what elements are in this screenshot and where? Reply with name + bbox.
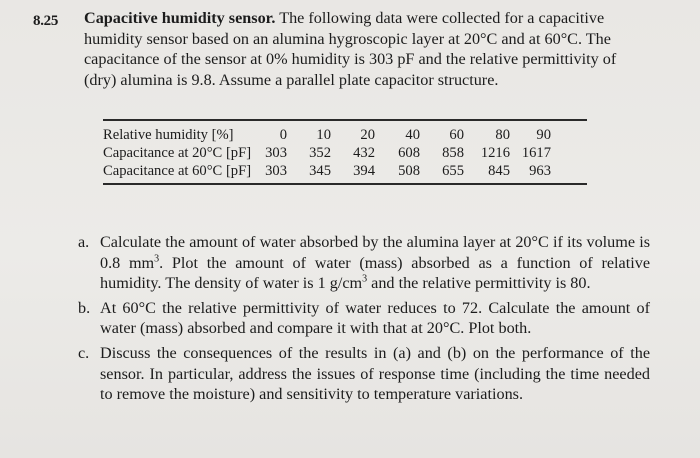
part-text: Discuss the consequences of the results in (a) and (b) on the performance of the sensor. In particular, address the issues of response time (including the time needed to remove the moisture) and sensitivity to temperature variations. — [100, 343, 650, 404]
table-cell: 432 — [353, 145, 375, 161]
table-cell: 303 — [265, 145, 287, 161]
table-cell: 10 — [316, 127, 331, 143]
row-label: Capacitance at 20°C [pF] — [103, 145, 252, 161]
problem-title: Capacitive humidity sensor. — [84, 9, 276, 27]
part-b — [78, 298, 650, 339]
table-cell: 608 — [398, 145, 420, 161]
part-text: and the relative permittivity is 80. — [367, 274, 591, 293]
table-cell: 845 — [488, 163, 510, 179]
table-cell: 963 — [529, 163, 551, 179]
table-cell: 394 — [353, 163, 375, 179]
table-cell: 20 — [360, 127, 375, 143]
question-parts — [78, 232, 650, 409]
table-cell: 352 — [309, 145, 331, 161]
table-cell: 508 — [398, 163, 420, 179]
part-letter: c. — [78, 343, 90, 362]
row-label: Capacitance at 60°C [pF] — [103, 163, 252, 179]
part-c — [78, 343, 650, 405]
table-row — [103, 144, 551, 162]
row-label: Relative humidity [%] — [103, 127, 234, 143]
table-cell: 80 — [495, 127, 510, 143]
table-cell: 1216 — [480, 145, 510, 161]
table-cell: 303 — [265, 163, 287, 179]
part-letter: a. — [78, 233, 90, 251]
table-cell: 1617 — [521, 145, 551, 161]
problem-number: 8.25 — [33, 13, 59, 29]
table-cell: 0 — [279, 127, 287, 143]
table-cell: 90 — [536, 127, 551, 143]
table-cell: 345 — [309, 163, 331, 179]
part-text: Calculate the amount of water absorbed by the alumina layer at 20°C if its volume is 0.8 mm — [100, 233, 650, 272]
part-a — [78, 232, 650, 294]
table-row — [103, 162, 551, 180]
part-text: At 60°C the relative permittivity of water reduces to 72. Calculate the amount of water (mass) absorbed and compare it with that at 20°C. Plot both. — [100, 298, 650, 338]
part-text: . Plot the amount of water (mass) absorbed as a function of relative humidity. The density of water is 1 g/cm — [100, 253, 651, 293]
table-cell: 40 — [405, 127, 420, 143]
superscript: 3 — [154, 253, 160, 265]
table-cell: 60 — [449, 127, 464, 143]
superscript: 3 — [362, 273, 368, 285]
problem-intro — [84, 8, 644, 90]
table-cell: 858 — [442, 145, 464, 161]
part-letter: b. — [78, 298, 91, 317]
table-row — [103, 126, 551, 144]
problem-statement: The following data were collected for a capacitive humidity sensor based on an alumina hygroscopic layer at 20°C and at 60°C. The capacitance of the sensor at 0% humidity is 303 pF and the relative permittivity of (dry) alumina is 9.8. Assume a parallel plate capacitor structure. — [84, 9, 617, 89]
table-cell: 655 — [442, 163, 464, 179]
data-table — [103, 119, 587, 185]
